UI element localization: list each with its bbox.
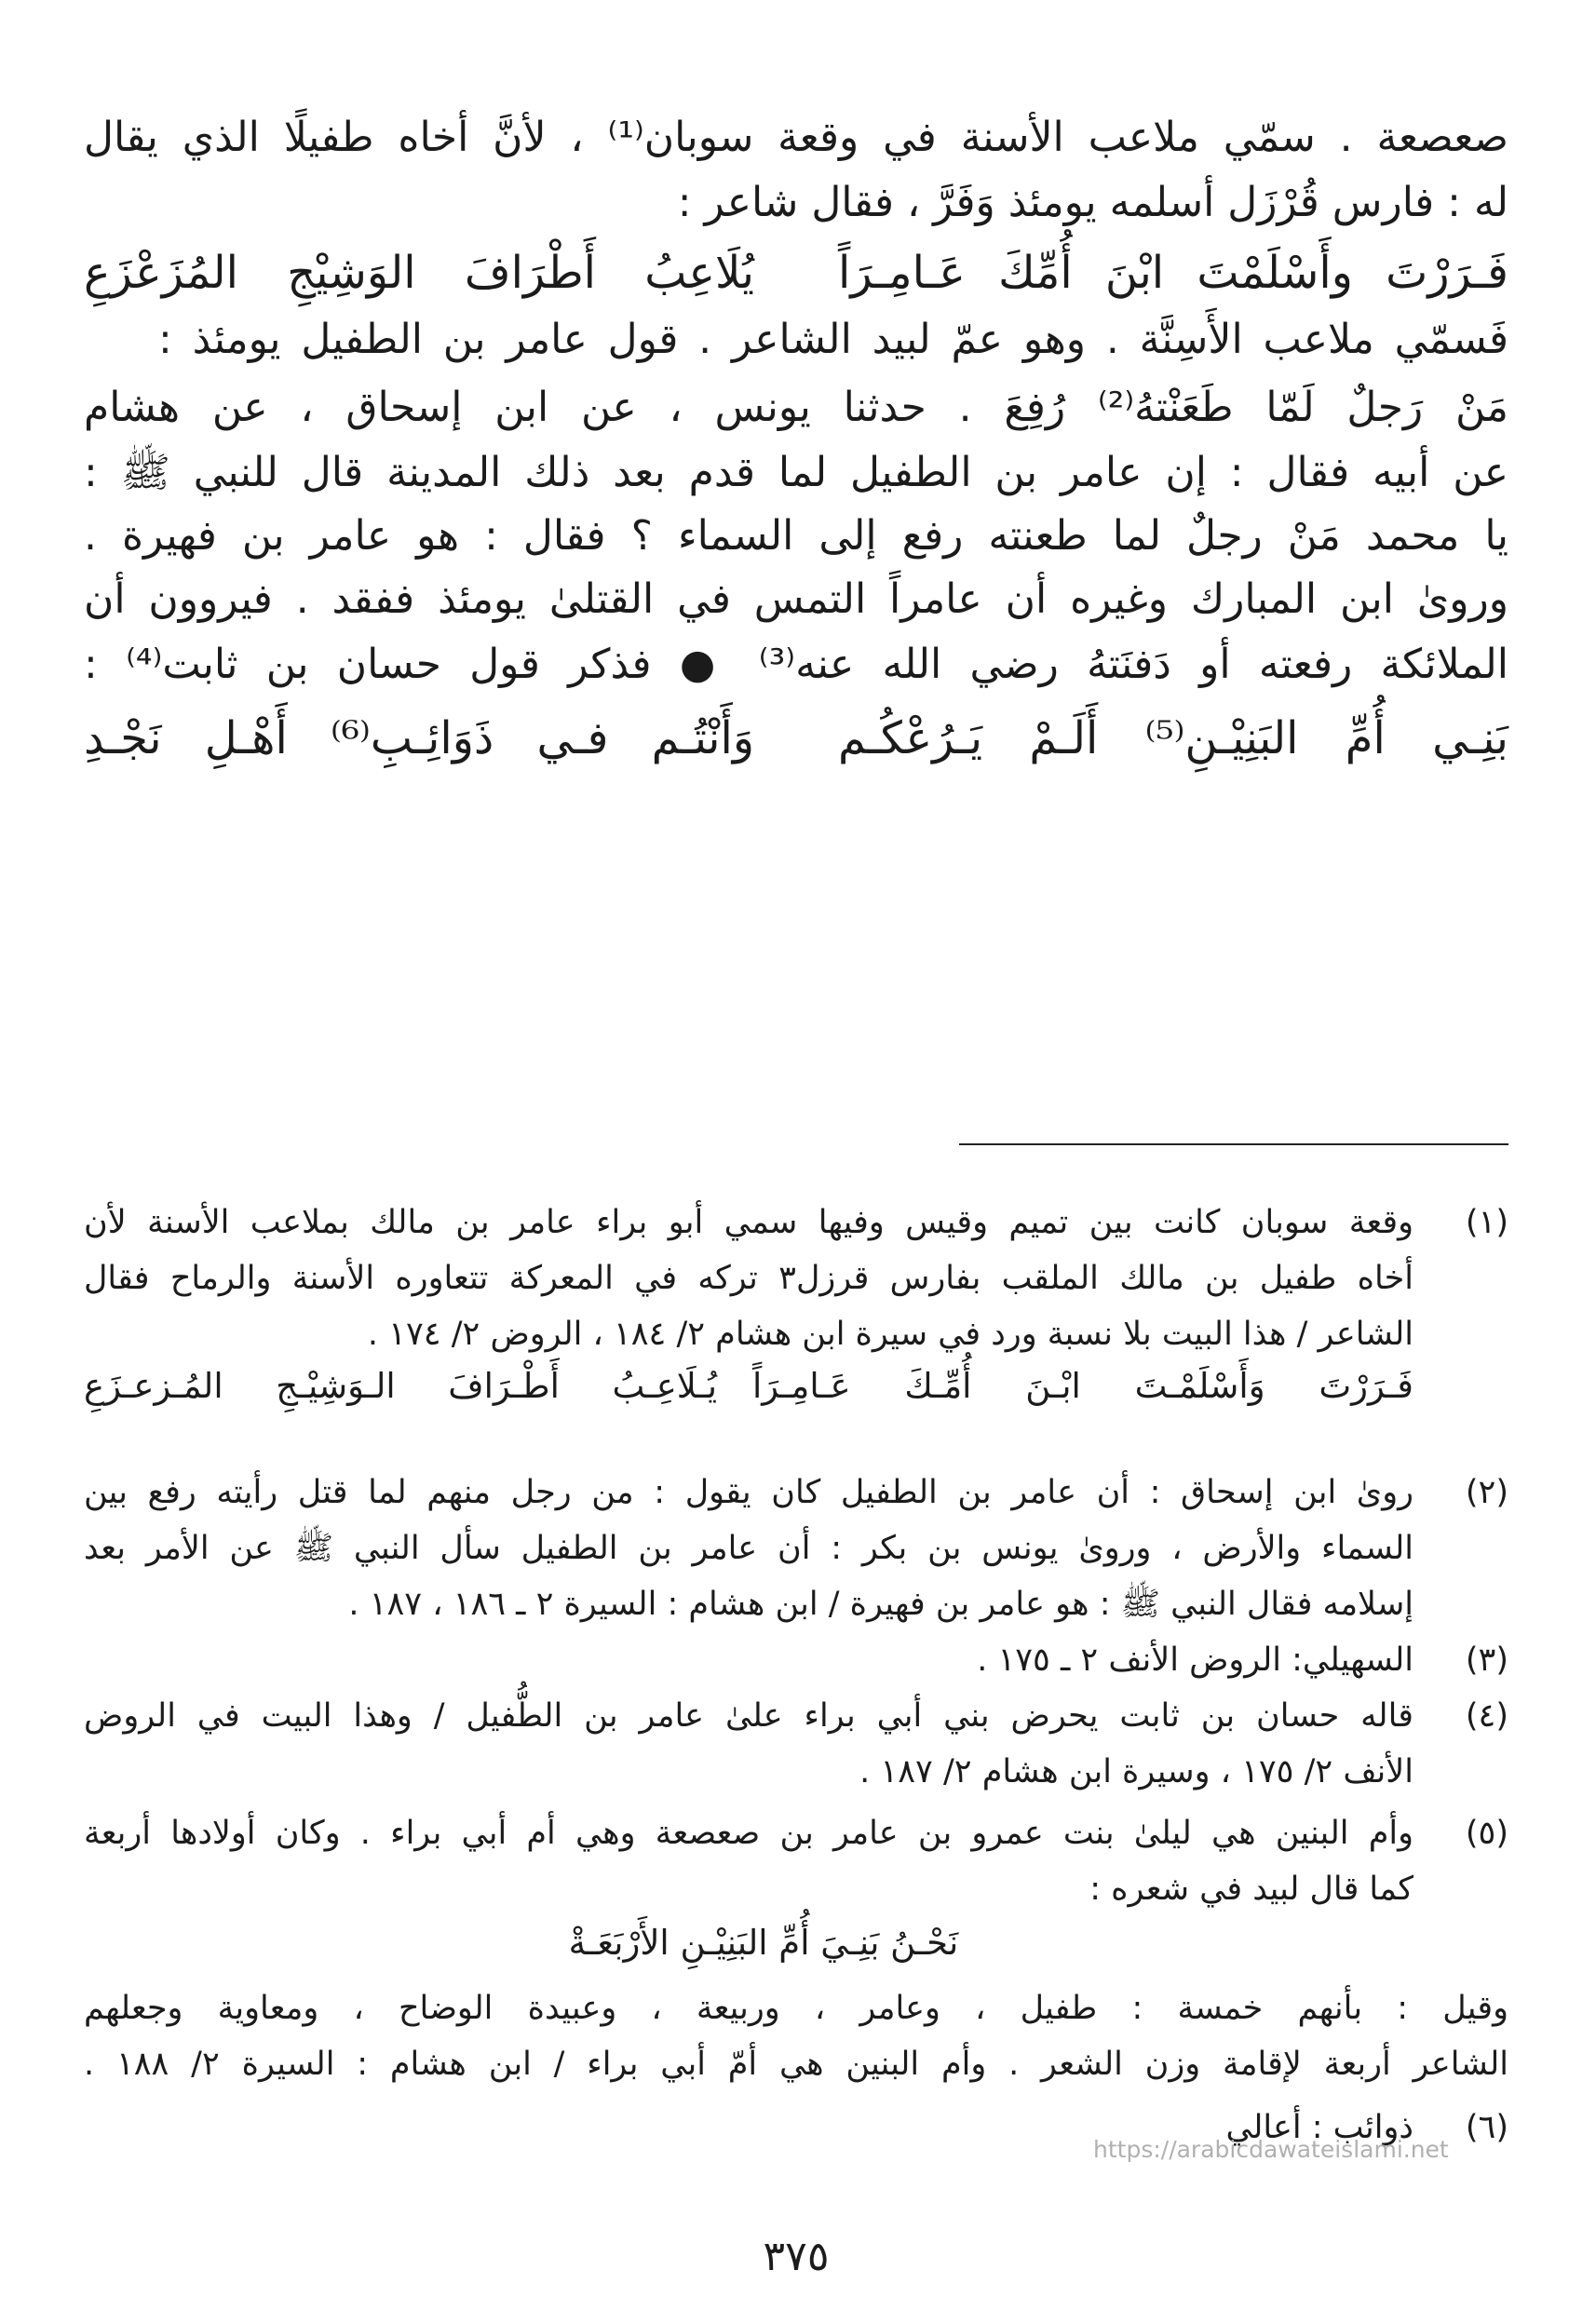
- footnote-5-verse: نَحْـنُ بَنِـيَ أُمِّ البَنِيْـنِ الأَرْبَعَـةْ: [568, 1923, 959, 1963]
- verse-2-second-hemistich: وَأَنْتُـم فـي ذَوَائِـبِ⁽⁶⁾ أَهْـلِ نَجْـدِ: [84, 712, 754, 764]
- main-line-7: وروىٰ ابن المبارك وغيره أن عامراً التمس في القتلىٰ يومئذ ففقد . فيروون أن: [84, 575, 1508, 623]
- footnote-5-line-1: وأم البنين هي ليلىٰ بنت عمرو بن عامر بن صعصعة وهي أم أبي براء . وكان أولادها أربعة: [84, 1815, 1413, 1852]
- footnote-6-number: (٦): [1465, 2109, 1508, 2146]
- main-line-1: صعصعة . سمّي ملاعب الأسنة في وقعة سوبان⁽¹⁾ ، لأنَّ أخاه طفيلًا الذي يقال: [84, 114, 1508, 161]
- footnote-5-line-3: وقيل : بأنهم خمسة : طفيل ، وعامر ، وربيعة ، وعبيدة الوضاح ، ومعاوية وجعلهم: [84, 1990, 1508, 2027]
- footnote-2-number: (٢): [1465, 1474, 1508, 1511]
- verse-2-first-hemistich: بَنِـي أُمِّ البَنِيْـنِ⁽⁵⁾ أَلَـمْ يَـرُعْكُـم: [838, 712, 1508, 764]
- footnote-1-line-1: وقعة سوبان كانت بين تميم وقيس وفيها سمي أبو براء عامر بن مالك بملاعب الأسنة لأن: [84, 1204, 1413, 1241]
- footnote-4-number: (٤): [1465, 1697, 1508, 1735]
- footnote-1-verse-first: فَـرَرْتَ وَأَسْلَمْـتَ ابْـنَ أُمِّـكَ عَـامِـرَاً: [752, 1366, 1413, 1406]
- footnote-separator: [959, 1143, 1508, 1145]
- footnote-1-verse-second: يُـلَاعِـبُ أَطْـرَافَ الـوَشِيْـجِ المُـزعـزَعِ: [84, 1366, 717, 1406]
- main-line-6: يا محمد مَنْ رجلٌ لما طعنته رفع إلى السماء ؟ فقال : هو عامر بن فهيرة .: [84, 512, 1508, 560]
- footnote-6-text: ذوائب : أعالي: [1225, 2109, 1413, 2146]
- page-number: ٣٧٥: [763, 2233, 830, 2280]
- footnote-5-number: (٥): [1465, 1815, 1508, 1852]
- footnote-5-line-4: الشاعر أربعة لإقامة وزن الشعر . وأم البنين هي أمّ أبي براء / ابن هشام : السيرة ٢/ ١٨٨ .: [84, 2046, 1508, 2083]
- footnote-2-line-3: إسلامه فقال النبي ﷺ : هو عامر بن فهيرة / ابن هشام : السيرة ٢ ـ ١٨٦ ، ١٨٧ .: [348, 1586, 1413, 1623]
- verse-1-second-hemistich: يُلَاعِبُ أَطْرَافَ الوَشِيْجِ المُزَعْزَعِ: [84, 247, 754, 299]
- main-line-4: مَنْ رَجلٌ لَمّا طَعَنْتهُ⁽²⁾ رُفِعَ . حدثنا يونس ، عن ابن إسحاق ، عن هشام: [84, 384, 1509, 431]
- watermark-url: https://arabicdawateislami.net: [1093, 2136, 1449, 2163]
- footnote-3-number: (٣): [1465, 1642, 1508, 1679]
- main-line-8: الملائكة رفعته أو دَفنَتهُ رضي الله عنه⁽³⁾ ● فذكر قول حسان بن ثابت⁽⁴⁾ :: [84, 641, 1508, 688]
- footnote-2-line-1: روىٰ ابن إسحاق : أن عامر بن الطفيل كان يقول : من رجل منهم لما قتل رأيته رفع بين: [84, 1474, 1413, 1511]
- footnote-1-line-3: الشاعر / هذا البيت بلا نسبة ورد في سيرة ابن هشام ٢/ ١٨٤ ، الروض ٢/ ١٧٤ .: [367, 1316, 1413, 1353]
- verse-line-2: [84, 706, 1508, 771]
- footnote-4-line-1: قاله حسان بن ثابت يحرض بني أبي براء علىٰ عامر بن الطُّفيل / وهذا البيت في الروض: [84, 1697, 1413, 1735]
- footnote-4-line-2: الأنف ٢/ ١٧٥ ، وسيرة ابن هشام ٢/ ١٨٧ .: [859, 1753, 1413, 1790]
- footnote-2-line-2: السماء والأرض ، وروىٰ يونس بن بكر : أن عامر بن الطفيل سأل النبي ﷺ عن الأمر بعد: [84, 1530, 1413, 1567]
- footnote-1-line-2: أخاه طفيل بن مالك الملقب بفارس قرزل٣ تركه في المعركة تتعاوره الأسنة والرماح فقال: [84, 1260, 1414, 1297]
- main-line-3: فَسمّي ملاعب الأَسِنَّة . وهو عمّ لبيد الشاعر . قول عامر بن الطفيل يومئذ :: [158, 316, 1508, 363]
- main-line-2: له : فارس قُرْزَل أسلمه يومئذ وَفَرَّ ، فقال شاعر :: [677, 179, 1508, 226]
- footnote-3-text: السهيلي: الروض الأنف ٢ ـ ١٧٥ .: [977, 1642, 1413, 1679]
- footnote-1-number: (١): [1465, 1204, 1508, 1241]
- footnote-5-line-2: كما قال لبيد في شعره :: [1089, 1871, 1413, 1908]
- verse-line-1: [84, 240, 1508, 305]
- verse-1-first-hemistich: فَـرَرْتَ وأَسْلَمْتَ ابْنَ أُمِّكَ عَـامِـرَاً: [838, 247, 1508, 299]
- main-line-5: عن أبيه فقال : إن عامر بن الطفيل لما قدم بعد ذلك المدينة قال للنبي ﷺ :: [84, 449, 1508, 496]
